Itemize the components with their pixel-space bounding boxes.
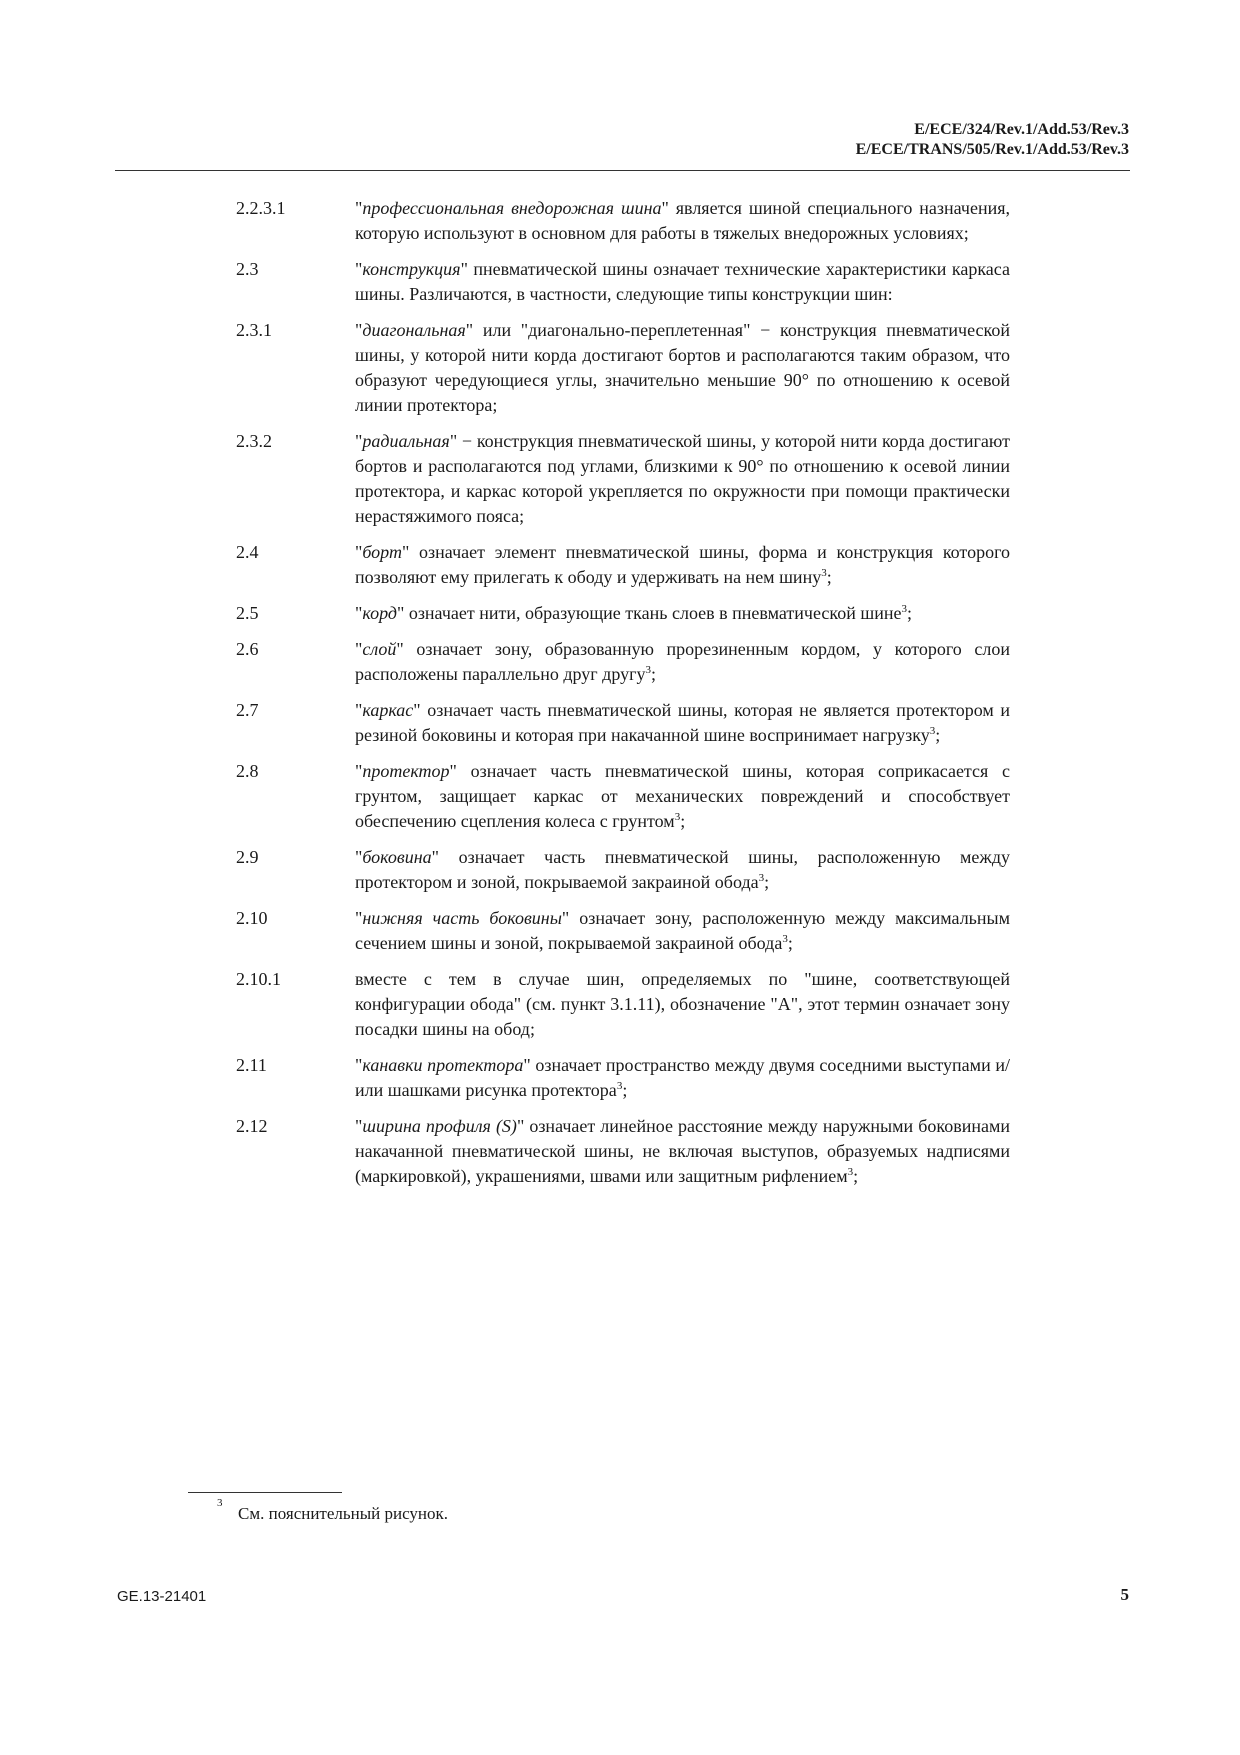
open-quote: " (355, 320, 363, 340)
footnote-reference: 3 (758, 872, 765, 884)
definition-end: ; (622, 1080, 628, 1100)
paragraph-number: 2.10.1 (236, 969, 281, 989)
open-quote: " (355, 908, 363, 928)
page-number: 5 (1120, 1585, 1129, 1604)
paragraph-text (355, 759, 1010, 834)
footnote-reference: 3 (929, 725, 936, 737)
definition-body: " означает часть пневматической шины, которая соприкасается с грунтом, защищает каркас от механических повреждений и способствует обеспечению сцепления колеса с грунтом (355, 761, 1010, 831)
open-quote: " (355, 639, 363, 659)
paragraph-number: 2.12 (236, 1116, 268, 1136)
paragraph-number: 2.11 (236, 1055, 267, 1075)
paragraph-number: 2.3.1 (236, 320, 272, 340)
paragraph-number: 2.6 (236, 639, 259, 659)
paragraph (236, 1053, 1010, 1103)
footnote: 3 См. пояснительный рисунок. (217, 1497, 449, 1523)
paragraph-text (355, 906, 1010, 956)
paragraph-text (355, 196, 1010, 246)
job-number: GE.13-21401 (117, 1588, 207, 1605)
definition-body: " означает пространство между двумя соседними выступами и/или шашками рисунка протектора (355, 1055, 1010, 1100)
paragraph-number: 2.7 (236, 700, 259, 720)
defined-term: нижняя часть боковины (362, 908, 562, 928)
footnote-divider (188, 1492, 342, 1493)
defined-term: борт (362, 542, 402, 562)
paragraph-number: 2.5 (236, 603, 259, 623)
open-quote: " (355, 700, 363, 720)
defined-term: корд (362, 603, 397, 623)
definition-body: " пневматической шины означает технические характеристики каркаса шины. Различаются, в частности, следующие типы конструкции шин: (355, 259, 1010, 304)
defined-term: каркас (362, 700, 414, 720)
paragraph-text (355, 318, 1010, 418)
open-quote: " (355, 603, 363, 623)
document-symbol (856, 120, 1129, 160)
paragraph (236, 601, 1010, 626)
paragraph-text (355, 601, 1010, 626)
definition-body: " означает элемент пневматической шины, форма и конструкция которого позволяют ему прилегать к ободу и удерживать на нем шину (355, 542, 1010, 587)
paragraph-text (355, 429, 1010, 529)
open-quote: " (355, 431, 363, 451)
definition-end: ; (935, 725, 941, 745)
paragraph-list (236, 196, 1010, 1200)
footnote-reference: 3 (616, 1080, 623, 1092)
paragraph-number: 2.3.2 (236, 431, 272, 451)
paragraph-number: 2.4 (236, 542, 259, 562)
definition-end: ; (650, 664, 656, 684)
paragraph-number: 2.9 (236, 847, 259, 867)
paragraph (236, 196, 1010, 246)
paragraph (236, 540, 1010, 590)
open-quote: " (355, 198, 363, 218)
definition-body: " означает часть пневматической шины, расположенную между протектором и зоной, покрываемой закраиной обода (355, 847, 1010, 892)
definition-body: вместе с тем в случае шин, определяемых по "шине, соответствующей конфигурации обода" (см. пункт 3.1.11), обозначение "A", этот термин означает зону посадки шины на обод; (355, 969, 1010, 1039)
defined-term: канавки протектора (362, 1055, 524, 1075)
open-quote: " (355, 847, 363, 867)
paragraph (236, 967, 1010, 1042)
open-quote: " (355, 1055, 363, 1075)
defined-term: конструкция (362, 259, 461, 279)
footnote-text: См. пояснительный рисунок. (238, 1504, 449, 1523)
paragraph (236, 845, 1010, 895)
defined-term: диагональная (362, 320, 466, 340)
definition-end: ; (853, 1166, 859, 1186)
paragraph (236, 906, 1010, 956)
paragraph (236, 257, 1010, 307)
footnote-reference: 3 (901, 603, 907, 615)
document-symbol-line2: E/ECE/TRANS/505/Rev.1/Add.53/Rev.3 (855, 141, 1129, 158)
definition-end: ; (764, 872, 770, 892)
paragraph-number: 2.2.3.1 (236, 198, 286, 218)
definition-body: " является шиной специального назначения, которую используют в основном для работы в тяжелых внедорожных условиях; (355, 198, 1010, 243)
definition-body: " означает часть пневматической шины, которая не является протектором и резиной боковины и которая при накачанной шине воспринимает нагрузку (355, 700, 1010, 745)
paragraph (236, 637, 1010, 687)
defined-term: слой (362, 639, 397, 659)
paragraph (236, 318, 1010, 418)
paragraph (236, 1114, 1010, 1189)
paragraph-text (355, 540, 1010, 590)
open-quote: " (355, 1116, 363, 1136)
open-quote: " (355, 761, 363, 781)
paragraph-text (355, 1114, 1010, 1189)
paragraph (236, 429, 1010, 529)
defined-term: профессиональная внедорожная шина (362, 198, 662, 218)
definition-end: ; (906, 603, 912, 623)
definition-body: " означает нити, образующие ткань слоев в пневматической шине (396, 603, 902, 623)
paragraph-text (355, 845, 1010, 895)
definition-end: ; (787, 933, 793, 953)
header-divider (115, 170, 1130, 171)
footnote-reference: 3 (645, 664, 651, 676)
definition-end: ; (680, 811, 686, 831)
document-symbol-line1: E/ECE/324/Rev.1/Add.53/Rev.3 (914, 121, 1129, 138)
definition-end: ; (826, 567, 832, 587)
footnote-reference: 3 (821, 567, 827, 579)
open-quote: " (355, 259, 363, 279)
definition-body: " или "диагонально-переплетенная" − конструкция пневматической шины, у которой нити корда достигают бортов и располагаются таким образом, что образуют чередующиеся углы, значительно меньшие 90° по отношению к осевой линии протектора; (355, 320, 1010, 415)
defined-term: боковина (362, 847, 432, 867)
defined-term: радиальная (362, 431, 450, 451)
definition-body: " означает линейное расстояние между наружными боковинами накачанной пневматической шины, не включая выступов, образуемых надписями (маркировкой), украшениями, швами или защитным рифлением (355, 1116, 1010, 1186)
paragraph (236, 698, 1010, 748)
footnote-reference: 3 (782, 933, 788, 945)
paragraph-text (355, 967, 1010, 1042)
definition-body: " означает зону, расположенную между максимальным сечением шины и зоной, покрываемой закраиной обода (355, 908, 1010, 953)
paragraph (236, 759, 1010, 834)
defined-term: ширина профиля (S) (362, 1116, 517, 1136)
footnote-reference: 3 (674, 811, 681, 823)
paragraph-number: 2.10 (236, 908, 268, 928)
open-quote: " (355, 542, 363, 562)
definition-body: " означает зону, образованную прорезиненным кордом, у которого слои расположены параллельно друг другу (355, 639, 1010, 684)
paragraph-text (355, 257, 1010, 307)
defined-term: протектор (362, 761, 450, 781)
paragraph-number: 2.3 (236, 259, 259, 279)
paragraph-text (355, 698, 1010, 748)
paragraph-number: 2.8 (236, 761, 259, 781)
paragraph-text (355, 1053, 1010, 1103)
paragraph-text (355, 637, 1010, 687)
definition-body: " − конструкция пневматической шины, у которой нити корда достигают бортов и располагаются под углами, близкими к 90° по отношению к осевой линии протектора, и каркас которой укрепляется по окружности при помощи практически нерастяжимого пояса; (355, 431, 1010, 526)
footnote-reference: 3 (847, 1166, 854, 1178)
